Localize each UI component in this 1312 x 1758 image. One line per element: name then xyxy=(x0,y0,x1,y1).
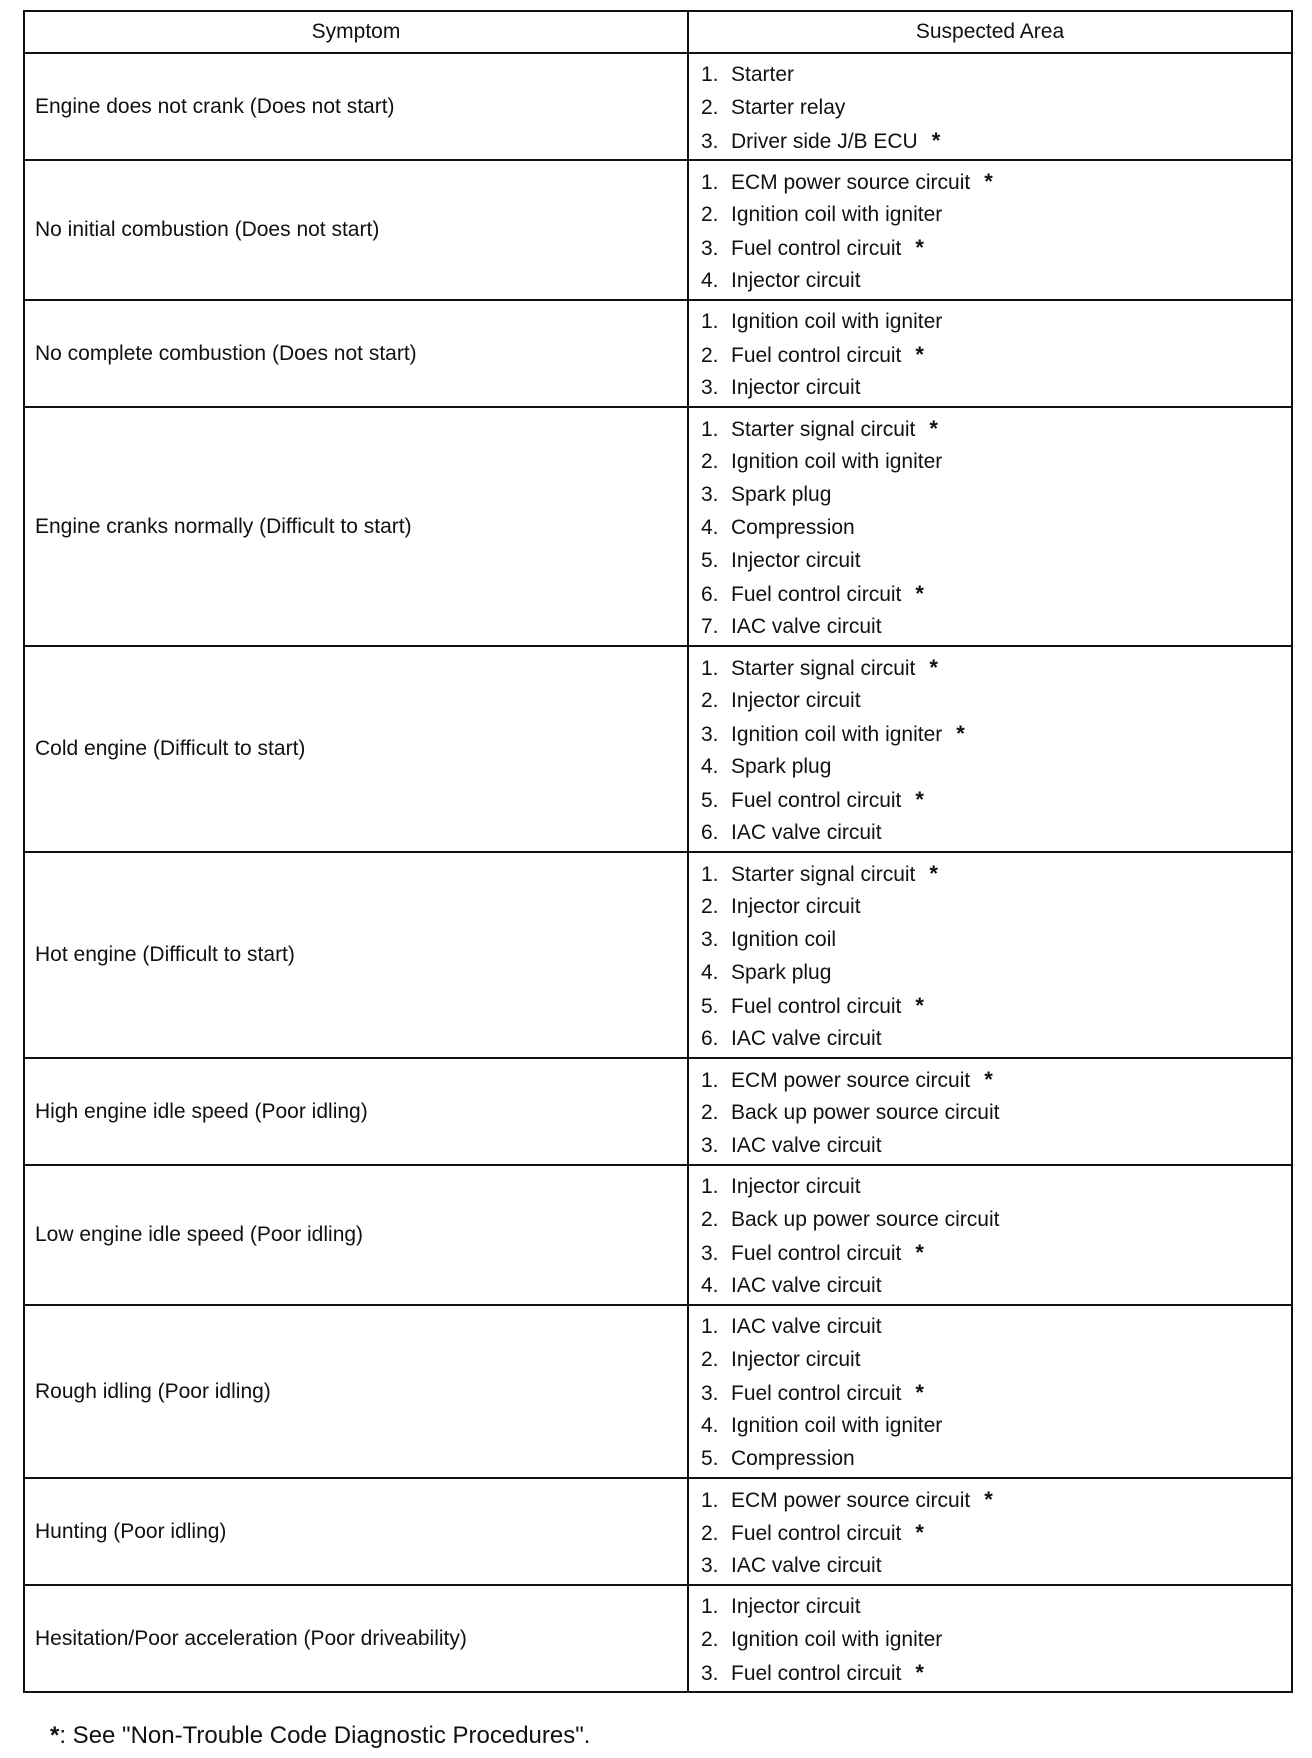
item-number: 5. xyxy=(701,549,719,572)
table-row xyxy=(24,53,1292,160)
list-item xyxy=(701,651,1291,684)
suspected-area-cell xyxy=(688,1165,1292,1305)
asterisk-marker: * xyxy=(915,1660,924,1685)
item-text: IAC valve circuit xyxy=(731,1315,882,1338)
list-item xyxy=(701,1096,1291,1129)
item-text: Injector circuit xyxy=(731,376,861,399)
item-number: 5. xyxy=(701,995,719,1018)
item-number: 2. xyxy=(701,1101,719,1124)
list-item xyxy=(701,610,1291,643)
item-number: 5. xyxy=(701,1447,719,1470)
item-text: Spark plug xyxy=(731,483,832,506)
item-number: 2. xyxy=(701,344,719,367)
asterisk-marker: * xyxy=(956,721,965,746)
item-number: 1. xyxy=(701,1175,719,1198)
suspected-area-cell xyxy=(688,852,1292,1058)
item-text: Starter relay xyxy=(731,96,846,119)
suspected-area-cell xyxy=(688,1585,1292,1692)
suspected-area-cell xyxy=(688,407,1292,646)
table-row xyxy=(24,407,1292,646)
symptom-cell: No complete combustion (Does not start) xyxy=(24,300,688,407)
item-text: Injector circuit xyxy=(731,549,861,572)
list-item xyxy=(701,857,1291,890)
item-text: Ignition coil with igniter xyxy=(731,310,943,333)
item-number: 4. xyxy=(701,269,719,292)
item-text: IAC valve circuit xyxy=(731,1027,882,1050)
list-item xyxy=(701,1063,1291,1096)
item-text: Ignition coil with igniter xyxy=(731,1628,943,1651)
item-number: 2. xyxy=(701,1348,719,1371)
item-text: Fuel control circuit xyxy=(731,1522,902,1545)
table-row xyxy=(24,300,1292,407)
item-text: IAC valve circuit xyxy=(731,1274,882,1297)
item-text: IAC valve circuit xyxy=(731,821,882,844)
item-number: 3. xyxy=(701,1382,719,1405)
suspected-area-cell xyxy=(688,300,1292,407)
item-number: 1. xyxy=(701,1315,719,1338)
item-number: 6. xyxy=(701,583,719,606)
list-item xyxy=(701,124,1291,157)
item-number: 1. xyxy=(701,418,719,441)
list-item xyxy=(701,338,1291,371)
item-text: IAC valve circuit xyxy=(731,1554,882,1577)
list-item xyxy=(701,1236,1291,1269)
item-text: Fuel control circuit xyxy=(731,789,902,812)
asterisk-marker: * xyxy=(915,581,924,606)
item-text: Fuel control circuit xyxy=(731,583,902,606)
list-item xyxy=(701,1590,1291,1623)
asterisk-marker: * xyxy=(984,1487,993,1512)
item-number: 1. xyxy=(701,1489,719,1512)
item-text: ECM power source circuit xyxy=(731,171,971,194)
symptom-cell: Engine cranks normally (Difficult to start) xyxy=(24,407,688,646)
table-row xyxy=(24,1165,1292,1305)
item-number: 3. xyxy=(701,1554,719,1577)
suspected-area-cell xyxy=(688,53,1292,160)
asterisk-marker: * xyxy=(929,655,938,680)
asterisk-marker: * xyxy=(929,416,938,441)
item-number: 3. xyxy=(701,483,719,506)
item-text: Fuel control circuit xyxy=(731,995,902,1018)
item-number: 3. xyxy=(701,928,719,951)
item-text: Injector circuit xyxy=(731,269,861,292)
item-number: 2. xyxy=(701,96,719,119)
item-number: 2. xyxy=(701,1208,719,1231)
item-number: 6. xyxy=(701,1027,719,1050)
item-number: 4. xyxy=(701,516,719,539)
item-number: 2. xyxy=(701,689,719,712)
asterisk-marker: * xyxy=(915,1240,924,1265)
asterisk-marker: * xyxy=(931,128,941,153)
item-text: IAC valve circuit xyxy=(731,1134,882,1157)
item-number: 1. xyxy=(701,1595,719,1618)
table-header-row xyxy=(24,11,1292,53)
table-row xyxy=(24,1305,1292,1478)
item-text: Ignition coil with igniter xyxy=(731,450,943,473)
list-item xyxy=(701,58,1291,91)
asterisk-marker: * xyxy=(929,861,938,886)
list-item xyxy=(701,1623,1291,1656)
item-text: Injector circuit xyxy=(731,895,861,918)
item-number: 5. xyxy=(701,789,719,812)
suspected-area-cell xyxy=(688,1058,1292,1165)
asterisk-marker: * xyxy=(915,235,924,260)
table-row xyxy=(24,1585,1292,1692)
asterisk-marker: * xyxy=(984,1067,993,1092)
item-number: 1. xyxy=(701,171,719,194)
list-item xyxy=(701,1442,1291,1475)
list-item xyxy=(701,890,1291,923)
list-item xyxy=(701,1483,1291,1516)
list-item xyxy=(701,511,1291,544)
asterisk-marker: * xyxy=(915,993,924,1018)
list-item xyxy=(701,231,1291,264)
item-text: Ignition coil with igniter xyxy=(731,203,943,226)
asterisk-marker: * xyxy=(915,1380,924,1405)
item-text: Fuel control circuit xyxy=(731,1382,902,1405)
list-item xyxy=(701,198,1291,231)
list-item xyxy=(701,1656,1291,1689)
footnote-marker: * xyxy=(50,1722,60,1749)
table-row xyxy=(24,646,1292,852)
item-text: Fuel control circuit xyxy=(731,1662,902,1685)
item-number: 3. xyxy=(701,237,719,260)
suspected-area-cell xyxy=(688,1305,1292,1478)
asterisk-marker: * xyxy=(915,787,924,812)
symptom-column-header: Symptom xyxy=(24,11,688,53)
item-number: 2. xyxy=(701,1522,719,1545)
symptom-cell: Cold engine (Difficult to start) xyxy=(24,646,688,852)
item-number: 3. xyxy=(701,376,719,399)
item-number: 2. xyxy=(701,203,719,226)
table-row xyxy=(24,1058,1292,1165)
table-row xyxy=(24,1478,1292,1585)
list-item xyxy=(701,750,1291,783)
list-item xyxy=(701,1549,1291,1582)
list-item xyxy=(701,478,1291,511)
item-text: Injector circuit xyxy=(731,689,861,712)
item-text: Fuel control circuit xyxy=(731,1242,902,1265)
list-item xyxy=(701,783,1291,816)
item-text: IAC valve circuit xyxy=(731,615,882,638)
list-item xyxy=(701,1310,1291,1343)
list-item xyxy=(701,91,1291,124)
suspected-area-cell xyxy=(688,160,1292,300)
list-item xyxy=(701,1376,1291,1409)
suspected-area-cell xyxy=(688,646,1292,852)
symptom-cell: Engine does not crank (Does not start) xyxy=(24,53,688,160)
item-text: Starter signal circuit xyxy=(731,863,916,886)
item-number: 1. xyxy=(701,657,719,680)
asterisk-marker: * xyxy=(984,169,993,194)
item-text: Fuel control circuit xyxy=(731,237,902,260)
list-item xyxy=(701,165,1291,198)
list-item xyxy=(701,1343,1291,1376)
item-number: 4. xyxy=(701,1414,719,1437)
item-text: Back up power source circuit xyxy=(731,1101,1000,1124)
symptom-cell: Hunting (Poor idling) xyxy=(24,1478,688,1585)
item-number: 1. xyxy=(701,863,719,886)
item-number: 6. xyxy=(701,821,719,844)
item-text: ECM power source circuit xyxy=(731,1489,971,1512)
list-item xyxy=(701,1022,1291,1055)
item-text: Ignition coil xyxy=(731,928,837,951)
list-item xyxy=(701,956,1291,989)
item-number: 1. xyxy=(701,310,719,333)
table-row xyxy=(24,852,1292,1058)
symptom-cell: Hesitation/Poor acceleration (Poor driveability) xyxy=(24,1585,688,1692)
item-text: ECM power source circuit xyxy=(731,1069,971,1092)
item-text: Starter signal circuit xyxy=(731,657,916,680)
list-item xyxy=(701,1516,1291,1549)
item-number: 3. xyxy=(701,1134,719,1157)
item-number: 4. xyxy=(701,755,719,778)
list-item xyxy=(701,305,1291,338)
list-item xyxy=(701,544,1291,577)
item-number: 7. xyxy=(701,615,719,638)
item-text: Starter signal circuit xyxy=(731,418,916,441)
list-item xyxy=(701,989,1291,1022)
list-item xyxy=(701,1203,1291,1236)
item-text: Back up power source circuit xyxy=(731,1208,1000,1231)
list-item xyxy=(701,717,1291,750)
list-item xyxy=(701,1409,1291,1442)
list-item xyxy=(701,1170,1291,1203)
footnote-text: : See "Non-Trouble Code Diagnostic Procedures". xyxy=(59,1722,591,1749)
list-item xyxy=(701,577,1291,610)
table-row xyxy=(24,160,1292,300)
list-item xyxy=(701,684,1291,717)
item-number: 1. xyxy=(701,1069,719,1092)
item-text: Ignition coil with igniter xyxy=(731,723,943,746)
item-text: Spark plug xyxy=(731,755,832,778)
item-number: 1. xyxy=(701,63,719,86)
item-text: Injector circuit xyxy=(731,1348,861,1371)
footnote xyxy=(50,1722,590,1750)
symptom-cell: Low engine idle speed (Poor idling) xyxy=(24,1165,688,1305)
list-item xyxy=(701,1269,1291,1302)
asterisk-marker: * xyxy=(915,1520,924,1545)
item-number: 2. xyxy=(701,1628,719,1651)
suspected-area-column-header: Suspected Area xyxy=(688,11,1292,53)
item-number: 2. xyxy=(701,895,719,918)
item-number: 4. xyxy=(701,961,719,984)
symptom-cell: Hot engine (Difficult to start) xyxy=(24,852,688,1058)
symptom-table xyxy=(23,10,1293,1693)
item-number: 3. xyxy=(701,723,719,746)
item-text: Driver side J/B ECU xyxy=(731,130,918,153)
symptom-cell: Rough idling (Poor idling) xyxy=(24,1305,688,1478)
table-body xyxy=(24,53,1292,1692)
item-text: Compression xyxy=(731,516,855,539)
list-item xyxy=(701,371,1291,404)
symptom-cell: High engine idle speed (Poor idling) xyxy=(24,1058,688,1165)
list-item xyxy=(701,445,1291,478)
list-item xyxy=(701,923,1291,956)
item-text: Compression xyxy=(731,1447,855,1470)
item-text: Injector circuit xyxy=(731,1175,861,1198)
item-text: Fuel control circuit xyxy=(731,344,902,367)
list-item xyxy=(701,264,1291,297)
item-text: Spark plug xyxy=(731,961,832,984)
symptom-cell: No initial combustion (Does not start) xyxy=(24,160,688,300)
item-text: Injector circuit xyxy=(731,1595,861,1618)
item-text: Starter xyxy=(731,63,795,86)
list-item xyxy=(701,1129,1291,1162)
item-number: 3. xyxy=(701,1242,719,1265)
list-item xyxy=(701,412,1291,445)
item-number: 3. xyxy=(701,1662,719,1685)
item-number: 2. xyxy=(701,450,719,473)
item-number: 4. xyxy=(701,1274,719,1297)
list-item xyxy=(701,816,1291,849)
item-number: 3. xyxy=(701,130,719,153)
suspected-area-cell xyxy=(688,1478,1292,1585)
item-text: Ignition coil with igniter xyxy=(731,1414,943,1437)
asterisk-marker: * xyxy=(915,342,924,367)
